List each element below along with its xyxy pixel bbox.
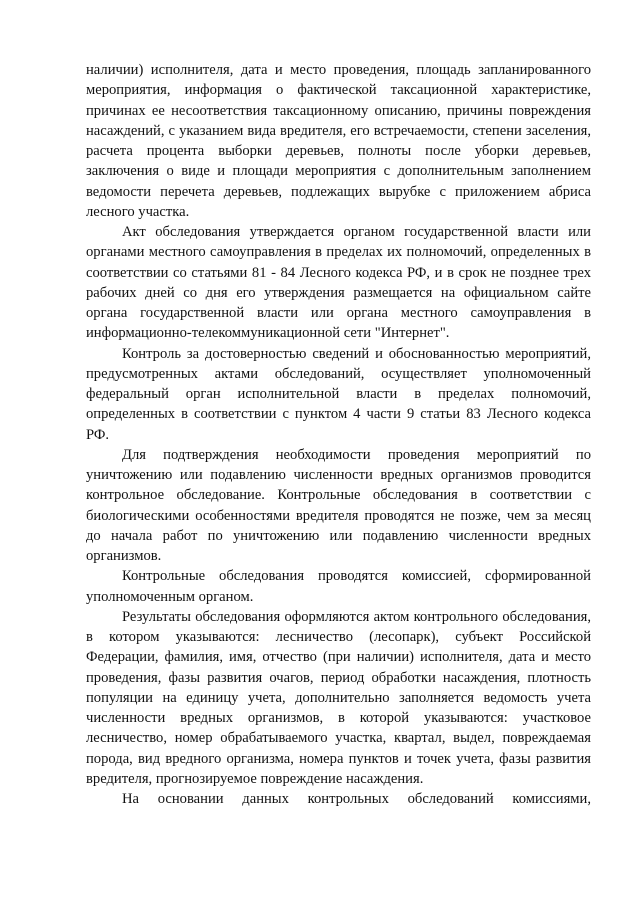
document-body: [86, 60, 591, 809]
paragraph-commission: Контрольные обследования проводятся комиссией, сформированной уполномоченным органом.: [86, 568, 591, 605]
paragraph-continuation: наличии) исполнителя, дата и место проведения, площадь запланированного мероприятия, информация о фактической таксационной характеристике, причинах ее несоответствия таксационному описанию, причины повреждения насаждений, с указанием вида вредителя, его встречаемости, степени заселения, расчета процента выборки деревьев, полноты после уборки деревьев, заключения о виде и площади мероприятия с дополнительным заполнением ведомости перечета деревьев, подлежащих вырубке с приложением абриса лесного участка.: [86, 62, 591, 220]
paragraph-control: Контроль за достоверностью сведений и обоснованностью мероприятий, предусмотренных актами обследований, осуществляет уполномоченный федеральный орган исполнительной власти в пределах полномочий, определенных в соответствии с пунктом 4 части 9 статьи 83 Лесного кодекса РФ.: [86, 345, 591, 443]
paragraph-results: Результаты обследования оформляются актом контрольного обследования, в котором указываются: лесничество (лесопарк), субъект Российской Федерации, фамилия, имя, отчество (при наличии) исполнителя, дата и место проведения, фазы развития очагов, период обработки насаждения, плотность популяции на единицу учета, дополнительно заполняется ведомость учета численности вредных организмов, в которой указываются: участковое лесничество, номер обрабатываемого участка, квартал, выдел, повреждаемая порода, вид вредного организма, номера пунктов и точек учета, фазы развития вредителя, прогнозируемое повреждение насаждения.: [86, 608, 591, 787]
paragraph-confirmation: Для подтверждения необходимости проведения мероприятий по уничтожению или подавлению численности вредных организмов проводится контрольное обследование. Контрольные обследования в соответствии с биологическими особенностями вредителя проводятся не позже, чем за месяц до начала работ по уничтожению или подавлению численности вредных организмов.: [86, 446, 591, 564]
paragraph-basis: На основании данных контрольных обследований комиссиями,: [122, 791, 591, 807]
paragraph-act-approval: Акт обследования утверждается органом государственной власти или органами местного самоуправления в пределах их полномочий, определенных в соответствии со статьями 81 - 84 Лесного кодекса РФ, и в срок не позднее трех рабочих дней со дня его утверждения размещается на официальном сайте органа государственной власти или органа местного самоуправления в информационно-телекоммуникационной сети "Интернет".: [86, 224, 591, 342]
